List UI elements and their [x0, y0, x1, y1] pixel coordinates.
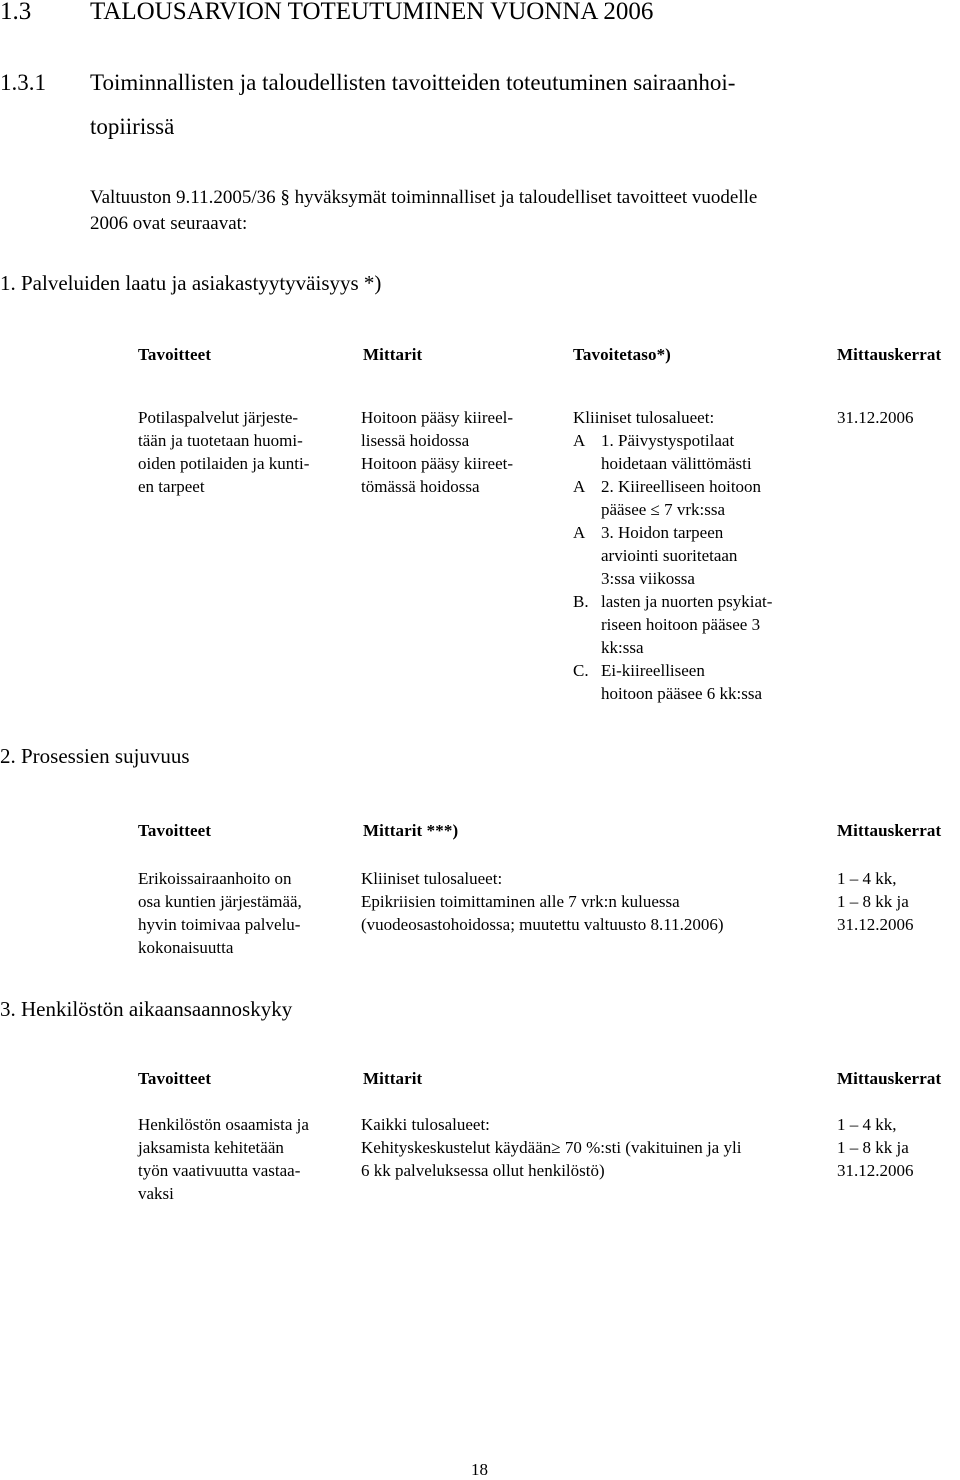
- text-line: 2. Kiireelliseen hoitoon: [601, 477, 762, 496]
- list-item: [573, 521, 772, 544]
- section-2-metric: [361, 867, 723, 936]
- text-line: Kliiniset tulosalueet:: [573, 408, 715, 427]
- heading-2-line-1: Toiminnallisten ja taloudellisten tavoitteiden toteutuminen sairaanhoi-: [90, 70, 736, 95]
- text-line: en tarpeet: [138, 477, 205, 496]
- list-prefix: A: [573, 523, 586, 542]
- text-line: 3. Hoidon tarpeen: [601, 523, 724, 542]
- section-2-header-mittarit: Mittarit ***): [363, 821, 459, 840]
- text-line: jaksamista kehitetään: [138, 1138, 284, 1157]
- list-item: [573, 590, 772, 613]
- text-line: lisessä hoidossa: [361, 431, 470, 450]
- section-1-metric: [361, 406, 513, 498]
- list-item: [573, 659, 772, 682]
- text-line: Erikoissairaanhoito on: [138, 869, 292, 888]
- text-line: oiden potilaiden ja kunti-: [138, 454, 310, 473]
- list-prefix: A: [573, 431, 586, 450]
- text-line: Hoitoon pääsy kiireel-: [361, 408, 514, 427]
- text-line: hoidetaan välittömästi: [601, 454, 752, 473]
- text-line: 1. Päivystyspotilaat: [601, 431, 735, 450]
- text-line: pääsee ≤ 7 vrk:ssa: [601, 500, 726, 519]
- section-1-header-tavoitteet: Tavoitteet: [138, 345, 212, 364]
- text-line: 1 – 4 kk,: [837, 869, 897, 888]
- text-line: lasten ja nuorten psykiat-: [601, 592, 773, 611]
- section-3-title: 3. Henkilöstön aikaansaannoskyky: [0, 997, 293, 1021]
- text-line: Ei-kiireelliseen: [601, 661, 705, 680]
- text-line: Potilaspalvelut järjeste-: [138, 408, 299, 427]
- section-3-metric: [361, 1113, 741, 1182]
- heading-1-number: 1.3: [0, 0, 32, 25]
- section-3-header-mittauskerrat: Mittauskerrat: [837, 1069, 942, 1088]
- text-line: osa kuntien järjestämää,: [138, 892, 302, 911]
- section-3-measurement-times: [837, 1113, 914, 1182]
- list-prefix: B.: [573, 592, 589, 611]
- section-3-goal: [138, 1113, 309, 1205]
- text-line: tään ja tuotetaan huomi-: [138, 431, 303, 450]
- text-line: riseen hoitoon pääsee 3: [601, 615, 761, 634]
- text-line: 6 kk palveluksessa ollut henkilöstö): [361, 1161, 605, 1180]
- heading-2-number: 1.3.1: [0, 70, 46, 95]
- text-line: Hoitoon pääsy kiireet-: [361, 454, 514, 473]
- section-1-title: 1. Palveluiden laatu ja asiakastyytyväisyys *): [0, 271, 382, 295]
- section-2-title: 2. Prosessien sujuvuus: [0, 744, 190, 768]
- text-line: Henkilöstön osaamista ja: [138, 1115, 309, 1134]
- text-line: (vuodeosastohoidossa; muutettu valtuusto 8.11.2006): [361, 915, 724, 934]
- section-2-measurement-times: [837, 867, 914, 936]
- intro-line-2: 2006 ovat seuraavat:: [90, 213, 248, 234]
- section-3-header-tavoitteet: Tavoitteet: [138, 1069, 212, 1088]
- list-item: [573, 475, 772, 498]
- text-line: Epikriisien toimittaminen alle 7 vrk:n kuluessa: [361, 892, 680, 911]
- heading-1-text: TALOUSARVION TOTEUTUMINEN VUONNA 2006: [90, 0, 654, 25]
- text-line: kokonaisuutta: [138, 938, 234, 957]
- section-3-header-mittarit: Mittarit: [363, 1069, 423, 1088]
- page-number: 18: [471, 1460, 488, 1479]
- text-line: 31.12.2006: [837, 915, 914, 934]
- section-2-header-tavoitteet: Tavoitteet: [138, 821, 212, 840]
- heading-2-line-2: topiirissä: [90, 114, 175, 139]
- text-line: 31.12.2006: [837, 1161, 914, 1180]
- section-1-goal: [138, 406, 309, 498]
- text-line: Kliiniset tulosalueet:: [361, 869, 503, 888]
- intro-line-1: Valtuuston 9.11.2005/36 § hyväksymät toiminnalliset ja taloudelliset tavoitteet vuodelle: [90, 187, 758, 208]
- section-1-header-mittauskerrat: Mittauskerrat: [837, 345, 942, 364]
- section-1-header-tavoitetaso: Tavoitetaso*): [573, 345, 671, 364]
- list-item: [573, 429, 772, 452]
- list-prefix: A: [573, 477, 586, 496]
- text-line: 1 – 4 kk,: [837, 1115, 897, 1134]
- section-2-goal: [138, 867, 302, 959]
- heading-2: [0, 68, 960, 139]
- text-line: hoitoon pääsee 6 kk:ssa: [601, 684, 762, 703]
- list-prefix: C.: [573, 661, 589, 680]
- text-line: 1 – 8 kk ja: [837, 1138, 909, 1157]
- section-1-header-mittarit: Mittarit: [363, 345, 423, 364]
- text-line: 31.12.2006: [837, 408, 914, 427]
- text-line: Kehityskeskustelut käydään≥ 70 %:sti (vakituinen ja yli: [361, 1138, 742, 1157]
- section-1-target-level: [573, 406, 772, 705]
- text-line: tömässä hoidossa: [361, 477, 480, 496]
- text-line: arviointi suoritetaan: [601, 546, 738, 565]
- intro-paragraph: [90, 185, 757, 237]
- section-2-header-mittauskerrat: Mittauskerrat: [837, 821, 942, 840]
- text-line: hyvin toimivaa palvelu-: [138, 915, 301, 934]
- text-line: 3:ssa viikossa: [601, 569, 695, 588]
- text-line: kk:ssa: [601, 638, 644, 657]
- text-line: työn vaativuutta vastaa-: [138, 1161, 301, 1180]
- section-1-measurement-times: [837, 406, 914, 429]
- text-line: 1 – 8 kk ja: [837, 892, 909, 911]
- text-line: vaksi: [138, 1184, 174, 1203]
- text-line: Kaikki tulosalueet:: [361, 1115, 490, 1134]
- heading-1: [0, 0, 960, 27]
